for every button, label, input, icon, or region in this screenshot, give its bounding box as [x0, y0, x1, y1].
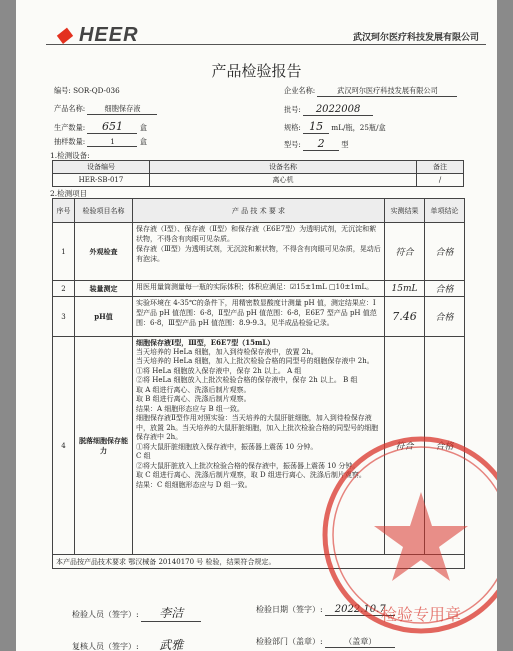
spec-field: 规格: 15 mL/瓶，25瓶/盒 — [284, 120, 386, 133]
col-item: 检验项目名称 — [75, 199, 133, 223]
page-title: 产品检验报告 — [211, 62, 302, 80]
svg-text:检验专用章: 检验专用章 — [380, 605, 462, 624]
production-qty-field: 生产数量: 651 盒 — [54, 120, 147, 133]
product-name-field: 产品名称: 细胞保存液 — [54, 104, 157, 115]
model-field: 型号: 2 型 — [284, 137, 349, 150]
reviewer-signature: 武雅 — [141, 636, 201, 651]
col-equipment-no: 设备编号 — [53, 161, 150, 174]
logo-text: HEER — [78, 24, 139, 46]
section-2-title: 2.检测项目 — [50, 189, 88, 198]
dept-field: 检验部门（盖章）: （盖章） — [256, 636, 395, 648]
sample-qty-field: 抽样数量: 1 盒 — [54, 137, 147, 146]
table-row: 3 pH值 实验环境在 4-35℃的条件下，用精密数显酸度计测量 pH 值，测定结果应：Ⅰ型产品 pH 值范围：6-8，Ⅱ型产品 pH 值范围：6-8，E6E7 型产品 pH 值范围：6-8，Ⅲ型产品 pH 值范围：8.9-9.3。见半成品检验记录。 7.46 合格 — [53, 297, 465, 337]
table-row: 2 装量测定 用医用量筒测量每一瓶的实际体积；体积应满足：☑15±1mL □10±1mL。 15mL 合格 — [53, 281, 465, 297]
header-company-name: 武汉珂尔医疗科技发展有限公司 — [352, 33, 479, 43]
document-page — [16, 0, 497, 651]
inspector-signature: 李洁 — [141, 604, 201, 622]
col-conclusion: 单项结论 — [425, 199, 465, 223]
footer-note: 本产品按产品技术要求 鄂汉械备 20140170 号 检验，结果符合规定。 — [53, 555, 465, 569]
doc-number: 编号: SOR-QD-036 — [54, 86, 120, 95]
col-equipment-note: 备注 — [417, 161, 464, 174]
batch-field: 批号: 2022008 — [284, 104, 373, 116]
inspect-date-field: 检验日期（签字）: 2022.10.7 — [256, 604, 395, 616]
logo-mark: ◆ — [56, 24, 73, 46]
header-rule — [46, 44, 486, 45]
equipment-table — [52, 160, 464, 187]
col-result: 实测结果 — [385, 199, 425, 223]
table-row: 4 脱落细胞保存能力 细胞保存液Ⅰ型，Ⅲ型，E6E7型（15mL） 当天培养的 HeLa 细胞，加入到待检保存液中，放置 2h。 当天培养的 HeLa 细胞，加入上批次检验合格的同型号的细胞保存液中 2h。 ①将 HeLa 细胞放入保存液中，保存 2h 以上。 A 组 ②将 HeLa 细胞放入上批次检验合格的保存液中，保存 2h 以上。 B 组 取 A 组进行离心、洗涤后制片观察。 取 B 组进行离心、洗涤后制片观察。 结果：A 细胞形态应与 B 组一致。 细胞保存液Ⅱ型作用对照实验：当天培养的大鼠肝脏细胞，加入到待检保存液中，放置 2h。当天培养的大鼠肝脏细胞，加入上批次检验合格的同型号的细胞保存液中 2h。 ①将大鼠肝脏细胞放入保存液中，振荡器上震荡 10 分钟。 C 组 ②将大鼠肝脏放入上批次检验合格的保存液中，振荡器上震荡 10 分钟。 取 C 组进行离心、洗涤后制片观察，取 D 组进行离心、洗涤后制片观察。 结果：C 组细胞形态应与 D 组一致。 符合 合格 — [53, 337, 465, 555]
inspector-field: 检验人员（签字）: 李洁 — [72, 604, 201, 622]
col-seq: 序号 — [53, 199, 75, 223]
section-1-title: 1.检测设备: — [50, 151, 90, 160]
col-requirement: 产 品 技 术 要 求 — [133, 199, 385, 223]
reviewer-field: 复核人员（签字）: 武雅 — [72, 636, 201, 651]
table-row: 1 外观检查 保存液（Ⅰ型）、保存液（Ⅱ型）和保存液（E6E7型）为透明试剂，无沉淀和絮状物，不得含有肉眼可见杂质。 保存液（Ⅲ型）为透明试剂，无沉淀和絮状物，不得含有肉眼可见杂质，晃动后有泡沫。 符合 合格 — [53, 223, 465, 281]
company-name-field: 企业名称: 武汉珂尔医疗科技发展有限公司 — [284, 86, 457, 97]
col-equipment-name: 设备名称 — [150, 161, 417, 174]
company-seal — [316, 430, 497, 640]
table-row: HER-SB-017 离心机 / — [53, 174, 464, 187]
